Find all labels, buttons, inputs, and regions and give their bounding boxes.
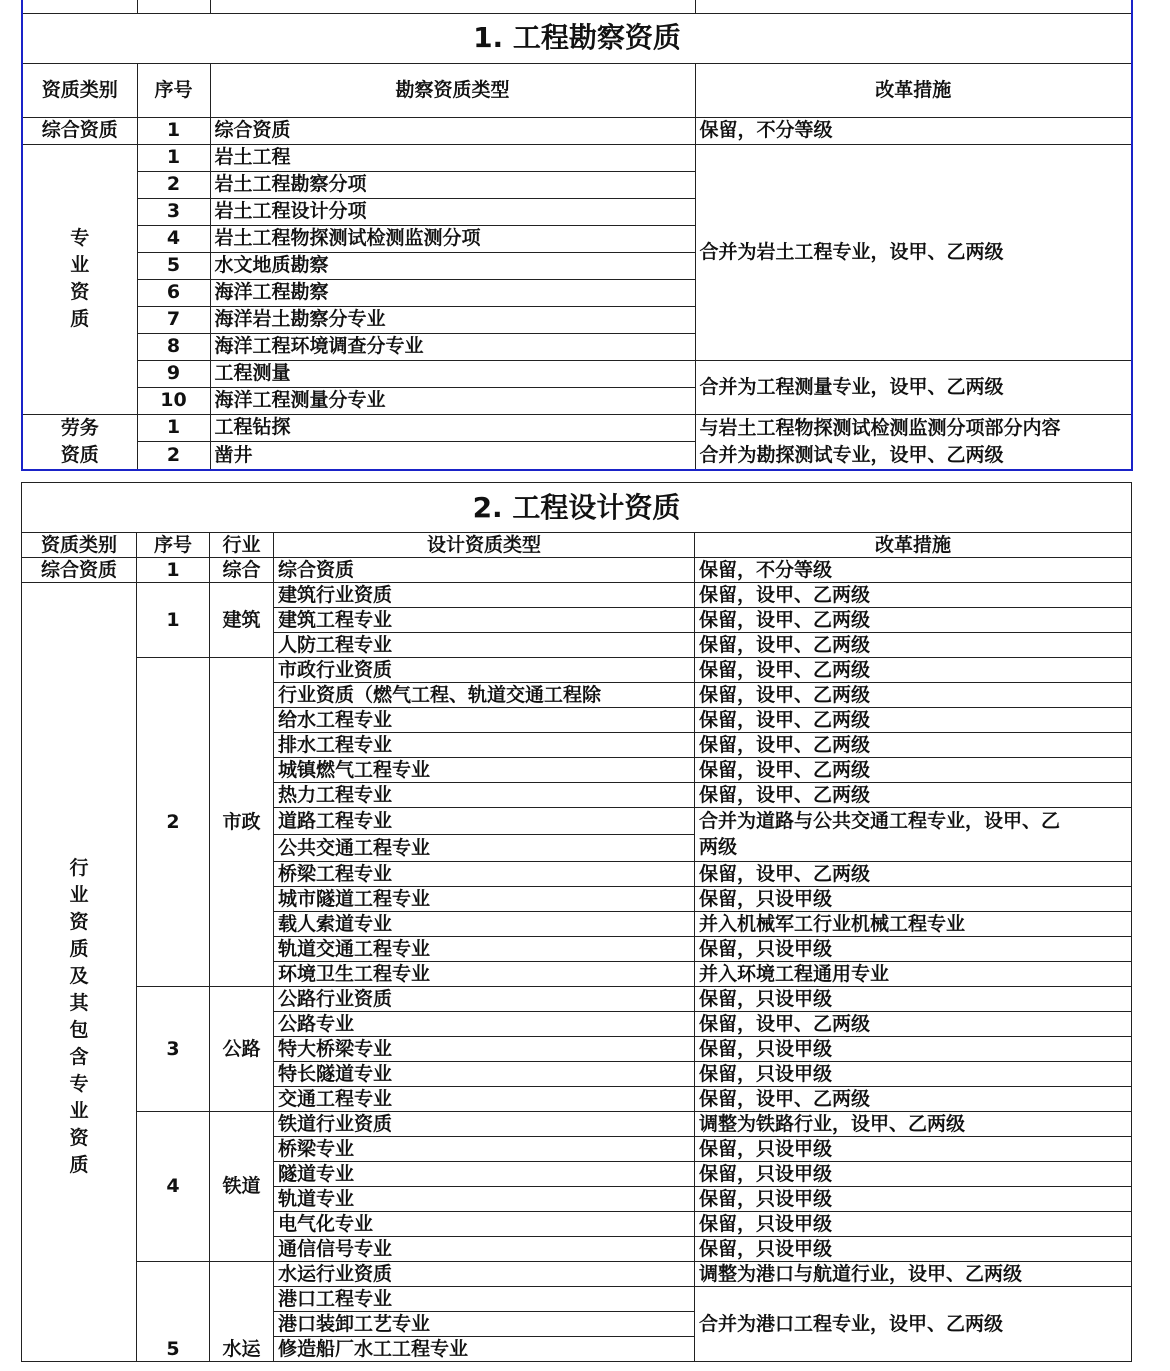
- industry-cell: 铁道: [210, 1112, 274, 1262]
- measure-cell: 保留，设甲、乙两级: [695, 608, 1132, 633]
- table-row: [22, 1262, 1132, 1287]
- measure-cell: 并入环境工程通用专业: [695, 962, 1132, 987]
- measure-cell: 保留，设甲、乙两级: [695, 683, 1132, 708]
- type-cell: 交通工程专业: [274, 1087, 695, 1112]
- type-cell: 岩土工程物探测试检测监测分项: [210, 225, 695, 252]
- table-row: [22, 117, 1132, 144]
- no-cell: 5: [137, 1262, 210, 1362]
- category-cell: 综合资质: [22, 558, 137, 583]
- design-header-row: [22, 533, 1132, 558]
- type-cell: 给水工程专业: [274, 708, 695, 733]
- type-cell: 行业资质（燃气工程、轨道交通工程除: [274, 683, 695, 708]
- type-cell: 公共交通工程专业: [274, 835, 695, 862]
- type-cell: 载人索道专业: [274, 912, 695, 937]
- no-cell: 1: [137, 144, 210, 171]
- measure-cell: 保留，只设甲级: [695, 1137, 1132, 1162]
- measure-cell: 保留，设甲、乙两级: [695, 633, 1132, 658]
- type-cell: 建筑工程专业: [274, 608, 695, 633]
- type-cell: 市政行业资质: [274, 658, 695, 683]
- type-cell: 港口装卸工艺专业: [274, 1312, 695, 1337]
- type-cell: 公路行业资质: [274, 987, 695, 1012]
- survey-qualification-table: [21, 0, 1133, 471]
- design-title: 2. 工程设计资质: [22, 483, 1132, 533]
- industry-cell: 综合: [210, 558, 274, 583]
- type-cell: 岩土工程: [210, 144, 695, 171]
- type-cell: 水文地质勘察: [210, 252, 695, 279]
- measure-cell: 保留，只设甲级: [695, 887, 1132, 912]
- measure-cell: 保留，设甲、乙两级: [695, 758, 1132, 783]
- type-cell: 轨道专业: [274, 1187, 695, 1212]
- measure-cell: 调整为铁路行业，设甲、乙两级: [695, 1112, 1132, 1137]
- no-cell: 2: [137, 658, 210, 987]
- type-cell: 桥梁专业: [274, 1137, 695, 1162]
- type-cell: 桥梁工程专业: [274, 862, 695, 887]
- no-cell: 5: [137, 252, 210, 279]
- type-cell: 岩土工程设计分项: [210, 198, 695, 225]
- design-qualification-table: [21, 482, 1132, 1362]
- category-cell: 劳务资质: [22, 414, 137, 470]
- type-cell: 海洋工程测量分专业: [210, 387, 695, 414]
- measure-cell: 保留，不分等级: [695, 558, 1132, 583]
- table-row: [22, 987, 1132, 1012]
- no-cell: 2: [137, 442, 210, 470]
- table-row: [22, 558, 1132, 583]
- measure-cell: 保留，不分等级: [695, 117, 1132, 144]
- no-cell: 1: [137, 414, 210, 442]
- type-cell: 岩土工程勘察分项: [210, 171, 695, 198]
- measure-cell: 保留，只设甲级: [695, 1237, 1132, 1262]
- type-cell: 修造船厂水工工程专业: [274, 1337, 695, 1362]
- category-cell: 行业资质及其包含专业资质: [22, 583, 137, 1362]
- type-cell: 工程钻探: [210, 414, 695, 442]
- measure-cell: 合并为勘探测试专业，设甲、乙两级: [695, 442, 1132, 470]
- type-cell: 综合资质: [274, 558, 695, 583]
- type-cell: 海洋工程环境调查分专业: [210, 333, 695, 360]
- header-measure: 改革措施: [695, 63, 1132, 117]
- measure-cell: 合并为港口工程专业，设甲、乙两级: [695, 1287, 1132, 1362]
- table-row: [22, 658, 1132, 683]
- measure-cell: 保留，设甲、乙两级: [695, 1012, 1132, 1037]
- measure-cell: 保留，只设甲级: [695, 1162, 1132, 1187]
- no-cell: 3: [137, 198, 210, 225]
- table-row: [22, 360, 1132, 387]
- measure-cell: 保留，设甲、乙两级: [695, 583, 1132, 608]
- type-cell: 特大桥梁专业: [274, 1037, 695, 1062]
- table-row: [22, 583, 1132, 608]
- industry-cell: 建筑: [210, 583, 274, 658]
- type-cell: 特长隧道专业: [274, 1062, 695, 1087]
- type-cell: 隧道专业: [274, 1162, 695, 1187]
- header-type: 设计资质类型: [274, 533, 695, 558]
- category-cell: 综合资质: [22, 117, 137, 144]
- measure-cell: 保留，设甲、乙两级: [695, 733, 1132, 758]
- header-type: 勘察资质类型: [210, 63, 695, 117]
- type-cell: 港口工程专业: [274, 1287, 695, 1312]
- measure-cell: 合并为道路与公共交通工程专业，设甲、乙: [695, 808, 1132, 835]
- measure-cell: 保留，设甲、乙两级: [695, 708, 1132, 733]
- type-cell: 海洋岩土勘察分专业: [210, 306, 695, 333]
- header-industry: 行业: [210, 533, 274, 558]
- measure-cell: 保留，只设甲级: [695, 1037, 1132, 1062]
- type-cell: 公路专业: [274, 1012, 695, 1037]
- type-cell: 轨道交通工程专业: [274, 937, 695, 962]
- type-cell: 城市隧道工程专业: [274, 887, 695, 912]
- measure-cell: 合并为工程测量专业，设甲、乙两级: [695, 360, 1132, 414]
- table-row: [22, 1112, 1132, 1137]
- measure-cell: 保留，只设甲级: [695, 1187, 1132, 1212]
- type-cell: 建筑行业资质: [274, 583, 695, 608]
- type-cell: 水运行业资质: [274, 1262, 695, 1287]
- header-no: 序号: [137, 63, 210, 117]
- measure-cell: 保留，设甲、乙两级: [695, 862, 1132, 887]
- measure-cell: 两级: [695, 835, 1132, 862]
- industry-cell: 市政: [210, 658, 274, 987]
- measure-cell: 保留，设甲、乙两级: [695, 1087, 1132, 1112]
- measure-cell: 与岩土工程物探测试检测监测分项部分内容: [695, 414, 1132, 442]
- measure-cell: 保留，设甲、乙两级: [695, 658, 1132, 683]
- type-cell: 电气化专业: [274, 1212, 695, 1237]
- no-cell: 3: [137, 987, 210, 1112]
- no-cell: 4: [137, 1112, 210, 1262]
- no-cell: 10: [137, 387, 210, 414]
- header-no: 序号: [137, 533, 210, 558]
- no-cell: 4: [137, 225, 210, 252]
- type-cell: 环境卫生工程专业: [274, 962, 695, 987]
- type-cell: 城镇燃气工程专业: [274, 758, 695, 783]
- type-cell: 通信信号专业: [274, 1237, 695, 1262]
- type-cell: 综合资质: [210, 117, 695, 144]
- no-cell: 1: [137, 583, 210, 658]
- no-cell: 9: [137, 360, 210, 387]
- no-cell: 1: [137, 558, 210, 583]
- no-cell: 2: [137, 171, 210, 198]
- header-category: 资质类别: [22, 533, 137, 558]
- top-cut-row: [22, 0, 1132, 13]
- type-cell: 排水工程专业: [274, 733, 695, 758]
- measure-cell: 并入机械军工行业机械工程专业: [695, 912, 1132, 937]
- measure-cell: 保留，设甲、乙两级: [695, 783, 1132, 808]
- survey-title: 1. 工程勘察资质: [22, 13, 1132, 63]
- industry-cell: 水运: [210, 1262, 274, 1362]
- category-cell: 专业资质: [22, 144, 137, 414]
- no-cell: 8: [137, 333, 210, 360]
- measure-cell: 保留，只设甲级: [695, 1212, 1132, 1237]
- type-cell: 人防工程专业: [274, 633, 695, 658]
- type-cell: 工程测量: [210, 360, 695, 387]
- header-measure: 改革措施: [695, 533, 1132, 558]
- type-cell: 铁道行业资质: [274, 1112, 695, 1137]
- measure-cell: 调整为港口与航道行业，设甲、乙两级: [695, 1262, 1132, 1287]
- type-cell: 凿井: [210, 442, 695, 470]
- header-category: 资质类别: [22, 63, 137, 117]
- no-cell: 6: [137, 279, 210, 306]
- no-cell: 7: [137, 306, 210, 333]
- measure-cell: 保留，只设甲级: [695, 1062, 1132, 1087]
- type-cell: 道路工程专业: [274, 808, 695, 835]
- survey-header-row: [22, 63, 1132, 117]
- measure-cell: 合并为岩土工程专业，设甲、乙两级: [695, 144, 1132, 360]
- type-cell: 热力工程专业: [274, 783, 695, 808]
- industry-cell: 公路: [210, 987, 274, 1112]
- table-row: [22, 144, 1132, 171]
- measure-cell: 保留，只设甲级: [695, 937, 1132, 962]
- table-row: [22, 414, 1132, 442]
- measure-cell: 保留，只设甲级: [695, 987, 1132, 1012]
- table-row: [22, 442, 1132, 470]
- no-cell: 1: [137, 117, 210, 144]
- type-cell: 海洋工程勘察: [210, 279, 695, 306]
